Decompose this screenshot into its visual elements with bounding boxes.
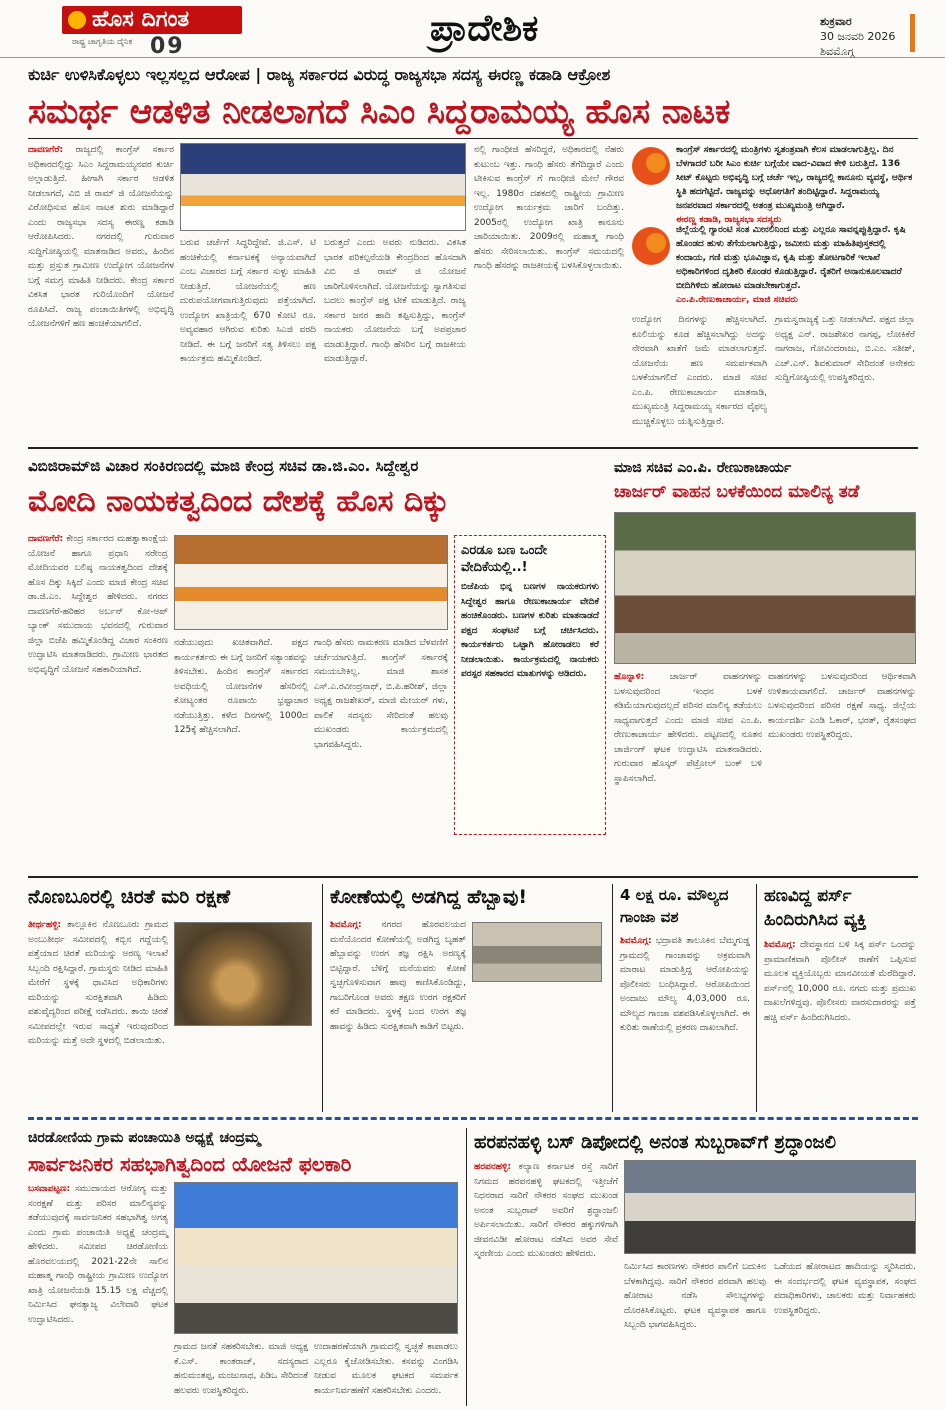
story9-dateline: ಹರಪನಹಳ್ಳಿ: — [474, 1162, 512, 1172]
story9-column-3: ಒಡೆಯದ ಹೋರಾಟದ ಹಾದಿಯನ್ನು ಸ್ಮರಿಸಿದರು. ಈ ಸಂದರ್ಭದಲ್ಲಿ ಘಟಕ ವ್ಯವಸ್ಥಾಪಕ, ಸಂಘದ ಪದಾಧಿಕಾರಿಗಳು, ಚಾಲಕರು ಮತ್ತು ನಿರ್ವಾಹಕರು ಉಪಸ್ಥಿತರಿದ್ದರು. — [774, 1262, 916, 1316]
section-divider — [28, 447, 918, 449]
story2-dateline: ದಾವಣಗೆರೆ: — [28, 534, 64, 544]
story8-photo-unit-inauguration — [174, 1182, 458, 1334]
story4-headline: ನೊಣಬೂರಲ್ಲಿ ಚಿರತೆ ಮರಿ ರಕ್ಷಣೆ — [28, 886, 231, 908]
lead-column-3: ಬರುತ್ತದೆ ಎಂದು ಅವರು ನುಡಿದರು. ವಿಕಸಿತ ಭಾರತ ಪರಿಕಲ್ಪನೆಯಡಿ ಕೇಂದ್ರದಿಂದ ಹೊಸದಾಗಿ ವಿಬಿ ಜಿ ರಾಮ್ ಜಿ ಯೋಜನೆ ಜಾರಿಗೊಳಿಸಲಾಗಿದೆ. ಯೋಜನೆಯನ್ನು ಸ್ವಾಗತಿಸುವ ಬದಲು ಕಾಂಗ್ರೆಸ್ ಪಕ್ಷ ಟೀಕೆ ಮಾಡುತ್ತಿದೆ. ರಾಜ್ಯ ಸರ್ಕಾರ ಜನರ ಹಾದಿ ತಪ್ಪಿಸುತ್ತಿದ್ದು, ಕಾಂಗ್ರೆಸ್ ನಾಯಕರು ಯೋಜನೆಯ ಬಗ್ಗೆ ಅಪಪ್ರಚಾರ ಮಾಡುತ್ತಿದ್ದಾರೆ. ಗಾಂಧಿ ಹೆಸರಿನ ಬಗ್ಗೆ ರಾಜಕೀಯ ಮಾಡುತ್ತಿದ್ದಾರೆ. — [324, 238, 466, 364]
quote-1-text: ಕಾಂಗ್ರೆಸ್ ಸರ್ಕಾರದಲ್ಲಿ ಮಂತ್ರಿಗಳು ಸ್ವತಂತ್ರವಾಗಿ ಕೆಲಸ ಮಾಡಲಾಗುತ್ತಿಲ್ಲ. ದಿನ ಬೆಳಗಾದರೆ ಬರೀ ಸಿಎಂ ಕುರ್ಚಿ ಬಗ್ಗೆಯೇ ವಾದ-ವಿವಾದ ಕೇಳಿ ಬರುತ್ತಿದೆ. 136 ಸೀಟ್ ಕೊಟ್ಟರು ಅಭಿವೃದ್ಧಿ ಬಗ್ಗೆ ಚರ್ಚೆ ಇಲ್ಲ, ರಾಜ್ಯದಲ್ಲಿ ಕಾನೂನು ವ್ಯವಸ್ಥೆ, ಆರ್ಥಿಕ ಸ್ಥಿತಿ ಹದಗೆಟ್ಟಿದೆ. ರಾಜ್ಯವನ್ನು ಅಧೋಗತಿಗೆ ತಂದಿಟ್ಟಿದ್ದಾರೆ. ಸಿದ್ದರಾಮಯ್ಯ ಜನಪರವಾದ ಸರ್ಕಾರದಲ್ಲಿ ಅತಂತ್ರ ಮುಖ್ಯಮಂತ್ರಿ ಆಗಿದ್ದಾರೆ. — [676, 145, 913, 211]
section-title: ಪ್ರಾದೇಶಿಕ — [430, 8, 539, 49]
story3-col1-text: ಚಾರ್ಜರ್ ವಾಹನಗಳನ್ನು ಬಳಸುವುದರಿಂದ ಇಂಧನ ಬಳಕೆ ಕಡಿಮೆಯಾಗುವುದಲ್ಲದೆ ಪರಿಸರ ಮಾಲಿನ್ಯ ತಡೆಯಲು ಸಾಧ್ಯವಾಗುತ್ತದೆ ಎಂದು ಮಾಜಿ ಸಚಿವ ಎಂ.ಪಿ. ರೇಣುಕಾಚಾರ್ಯ ಹೇಳಿದರು. ಪಟ್ಟಣದಲ್ಲಿ ನೂತನ ಚಾರ್ಜಿಂಗ್ ಘಟಕ ಉದ್ಘಾಟಿಸಿ ಮಾತನಾಡಿದರು. ಗುರುವಾರ ಹೊಸ್ಕರ್ ಪೆಟ್ರೋಲ್ ಬಂಕ್ ಬಳಿ ಸ್ಥಾಪಿಸಲಾಗಿದೆ. — [614, 672, 762, 784]
story8-dateline: ಬಸವಾಪಟ್ಟಣ: — [28, 1184, 71, 1194]
date-block — [820, 14, 910, 59]
lead-rule — [28, 138, 918, 139]
quote-eranna — [676, 143, 914, 225]
column-rule — [756, 884, 757, 1112]
story4-column — [28, 918, 168, 1110]
logo-tagline: ರಾಷ್ಟ್ರ ಜಾಗೃತಿಯ ದೈನಿಕ — [72, 37, 133, 46]
masthead — [0, 0, 945, 58]
page-number: 09 — [150, 34, 185, 59]
story2-headline: ಮೋದಿ ನಾಯಕತ್ವದಿಂದ ದೇಶಕ್ಕೆ ಹೊಸ ದಿಕ್ಕು — [28, 484, 450, 519]
story3-kicker: ಮಾಜಿ ಸಚಿವ ಎಂ.ಪಿ. ರೇಣುಕಾಚಾರ್ಯ — [614, 460, 792, 476]
lead-column-5: ಉದ್ಯೋಗ ದಿನಗಳನ್ನು ಹೆಚ್ಚಿಸಲಾಗಿದೆ. ಕೂಲಿಯನ್ನು ಕೂಡ ಹೆಚ್ಚಿಸಲಾಗಿದ್ದು ಅದನ್ನು ನೇರವಾಗಿ ಖಾತೆಗೆ ಜಮೆ ಮಾಡಲಾಗುತ್ತದೆ. ಯೋಜನೆಯ ಹಣ ಸಮರ್ಪಕವಾಗಿ ಬಳಕೆಯಾಗಲಿದೆ ಎಂದರು. ಮಾಜಿ ಸಚಿವ ಎಂ.ಪಿ. ರೇಣುಕಾಚಾರ್ಯ ಮಾತನಾಡಿ, ಮುಖ್ಯಮಂತ್ರಿ ಸಿದ್ದರಾಮಯ್ಯ ಸರ್ಕಾರದ ವೈಫಲ್ಯ ಮುಚ್ಚಿಕೊಳ್ಳಲು ಯತ್ನಿಸುತ್ತಿದ್ದಾರೆ. — [632, 315, 767, 427]
story4-text: ತಾಲ್ಲೂಕಿನ ನೊಣಬೂರು ಗ್ರಾಮದ ಅಂಬುತೀರ್ಥ ಸಮೀಪದಲ್ಲಿ ಕಬ್ಬಿನ ಗದ್ದೆಯಲ್ಲಿ ಪತ್ತೆಯಾದ ಚಿರತೆ ಮರಿಯನ್ನು ಅರಣ್ಯ ಇಲಾಖೆ ಸಿಬ್ಬಂದಿ ರಕ್ಷಿಸಿದ್ದಾರೆ. ಗ್ರಾಮಸ್ಥರು ನೀಡಿದ ಮಾಹಿತಿ ಮೇರೆಗೆ ಸ್ಥಳಕ್ಕೆ ಧಾವಿಸಿದ ಅಧಿಕಾರಿಗಳು ಮರಿಯನ್ನು ಸುರಕ್ಷಿತವಾಗಿ ಹಿಡಿದು ಪಶುವೈದ್ಯರಿಂದ ಪರೀಕ್ಷೆ ನಡೆಸಿದರು. ತಾಯಿ ಚಿರತೆ ಸಮೀಪದಲ್ಲೇ ಇರುವ ಸಾಧ್ಯತೆ ಇರುವುದರಿಂದ ಮರಿಯನ್ನು ಮತ್ತೆ ಅದೇ ಸ್ಥಳದಲ್ಲಿ ಬಿಡಲಾಯಿತು. — [28, 920, 168, 1046]
story5-headline: ಕೋಣೆಯಲ್ಲಿ ಅಡಗಿದ್ದ ಹೆಬ್ಬಾವು! — [330, 886, 528, 908]
story2-sidebar — [454, 535, 606, 835]
story8-headline: ಸಾರ್ವಜನಿಕರ ಸಹಭಾಗಿತ್ವದಿಂದ ಯೋಜನೆ ಫಲಕಾರಿ — [28, 1152, 352, 1176]
lead-column-4: ನಲ್ಲಿ ಗಾಂಧೀಜಿ ಹೆಸರಿದ್ದರೆ, ಅಧಿಕಾರದಲ್ಲಿ ನೆಹರು ಕುಟುಂಬ ಇತ್ತು. ಗಾಂಧಿ ಹೆಸರು ತೆಗೆದಿದ್ದಾರೆ ಎಂದು ಟೀಕಿಸುವ ಕಾಂಗ್ರೆಸ್ ಗೆ ಗಾಂಧೀಜಿ ಮೇಲೆ ಗೌರವ ಇಲ್ಲ. 1980ರ ದಶಕದಲ್ಲಿ ರಾಷ್ಟ್ರೀಯ ಗ್ರಾಮೀಣ ಉದ್ಯೋಗ ಕಾರ್ಯಕ್ರಮ ಜಾರಿಗೆ ಬಂದಿತ್ತು. 2005ರಲ್ಲಿ ಉದ್ಯೋಗ ಖಾತ್ರಿ ಕಾನೂನು ಜಾರಿಯಾಯಿತು. 2009ರಲ್ಲಿ ಮಹಾತ್ಮ ಗಾಂಧಿ ಹೆಸರು ಸೇರಿಸಲಾಯಿತು. ಕಾಂಗ್ರೆಸ್ ಸಮಯದಲ್ಲಿ ಗಾಂಧಿ ಹೆಸರನ್ನು ರಾಜಕೀಯಕ್ಕೆ ಬಳಸಿಕೊಳ್ಳಲಾಯಿತು. — [474, 145, 624, 271]
newspaper-logo: ಹೊಸ ದಿಗಂತ — [62, 6, 242, 34]
story3-headline: ಚಾರ್ಜರ್ ವಾಹನ ಬಳಕೆಯಿಂದ ಮಾಲಿನ್ಯ ತಡೆ — [614, 482, 860, 502]
story5-photo-python — [472, 922, 602, 982]
story7-text: ದೇವಸ್ಥಾನದ ಬಳಿ ಸಿಕ್ಕ ಪರ್ಸ್ ಒಂದನ್ನು ಪ್ರಾಮಾಣಿಕವಾಗಿ ಪೊಲೀಸ್ ಠಾಣೆಗೆ ಒಪ್ಪಿಸುವ ಮೂಲಕ ವ್ಯಕ್ತಿಯೊಬ್ಬರು ಮಾನವೀಯತೆ ಮೆರೆದಿದ್ದಾರೆ. ಪರ್ಸ್‌ನಲ್ಲಿ 10,000 ರೂ. ನಗದು ಮತ್ತು ಪ್ರಮುಖ ದಾಖಲೆಗಳಿದ್ದವು. ಪೊಲೀಸರು ವಾರಸುದಾರರನ್ನು ಪತ್ತೆ ಹಚ್ಚಿ ಪರ್ಸ್ ಹಿಂದಿರುಗಿಸಿದರು. — [764, 940, 916, 1023]
story2-column-3: ಗಾಂಧಿ ಹೆಸರು ನಾಮಕರಣ ಮಾಡಿದ ಬೆಳವಣಿಗೆ ಚರ್ಚೆಯಾಗುತ್ತಿದೆ. ಕಾಂಗ್ರೆಸ್ ಸರ್ಕಾರಕ್ಕೆ ಸಮಯಬೇಕಿಲ್ಲ. ಮಾಜಿ ಶಾಸಕ ಎಸ್.ಎ.ರವೀಂದ್ರನಾಥ್, ಬಿ.ಪಿ.ಹರೀಶ್, ಜಿಲ್ಲಾ ಅಧ್ಯಕ್ಷ ರಾಜಶೇಖರ್, ಮಾಜಿ ಮೇಯರ್ ಗಳು, ಪಾಲಿಕೆ ಸದಸ್ಯರು ಸೇರಿದಂತೆ ಹಲವು ಮುಖಂಡರು ಕಾರ್ಯಕ್ರಮದಲ್ಲಿ ಭಾಗವಹಿಸಿದ್ದರು. — [314, 638, 448, 750]
accent-bar — [910, 14, 915, 52]
story2-photo-seminar — [174, 535, 448, 630]
lead-column-2: ಬರುವ ಚರ್ಚೆಗೆ ಸಿದ್ಧರಿದ್ದೇವೆ. ಜಿ.ಎಸ್. ಟಿ ಹಂಚಿಕೆಯಲ್ಲಿ ಕರ್ನಾಟಕಕ್ಕೆ ಅನ್ಯಾಯವಾಗಿದೆ ಎಂಬ ವಿಚಾರದ ಬಗ್ಗೆ ಸರ್ಕಾರ ಸುಳ್ಳು ಮಾಹಿತಿ ನೀಡುತ್ತಿದೆ. ಯೋಜನೆಯಲ್ಲಿ ಹಣ ದುರುಪಯೋಗವಾಗುತ್ತಿರುವುದು ಪತ್ತೆಯಾಗಿದೆ. ಉದ್ಯೋಗ ಖಾತ್ರಿಯಲ್ಲಿ 670 ಕೋಟಿ ರೂ. ಅವ್ಯವಹಾರ ಆಗಿರುವ ಕುರಿತು ಸಿಎಜಿ ವರದಿ ನೀಡಿದೆ. ಈ ಬಗ್ಗೆ ಜನರಿಗೆ ಸತ್ಯ ತಿಳಿಸಲು ಪಕ್ಷ ಕಾರ್ಯಕ್ರಮ ಹಮ್ಮಿಕೊಂಡಿದೆ. — [180, 238, 316, 364]
story2-column-1 — [28, 532, 168, 862]
quote-2-text: ಜಿಲ್ಲೆಯಲ್ಲಿ ಗ್ಯಾರಂಟಿ ಸಂತ ಮೀನಲಿನಿಂದ ಮತ್ತು ಎಲ್ಲರೂ ಸಾವನ್ನಪ್ಪುತ್ತಿದ್ದಾರೆ. ಕೃಷಿ ಹೊಂಡದ ಹುಳು ತೆಗೆಯಲಾಗುತ್ತಿದ್ದು, ಜಮೀನು ಮತ್ತು ಮಾಹಿತಿಪುಸ್ತಕದಲ್ಲಿ ಕಂದಾಯ, ಗಣಿ ಮತ್ತು ಭೂವಿಜ್ಞಾನ, ಕೃಷಿ ಮತ್ತು ತೋಟಗಾರಿಕೆ ಇಲಾಖೆ ಅಧಿಕಾರಿಗಳಿಂದ ದೃಶಿಕರಿ ಕೊಂಡರ ಕೊಡುತ್ತಿದ್ದಾರೆ. ರೈತರಿಗೆ ಅನಾನುಕೂಲವಾದರೆ ಬೀದಿಗಿಳಿದು ಹೋರಾಟ ಮಾಡಬೇಕಾಗುತ್ತದೆ. — [676, 225, 906, 291]
story7-dateline: ಶಿವಮೊಗ್ಗ: — [764, 940, 796, 950]
quote-2-source: ಎಂ.ಪಿ.ರೇಣುಕಾಚಾರ್ಯ, ಮಾಜಿ ಸಚಿವರು — [676, 295, 798, 305]
story9-photo-tribute — [624, 1160, 916, 1254]
issue-day: ಶುಕ್ರವಾರ — [820, 15, 852, 28]
story9-column-1 — [474, 1160, 618, 1406]
story9-headline: ಹರಪನಹಳ್ಳಿ ಬಸ್ ಡಿಪೋದಲ್ಲಿ ಅನಂತ ಸುಬ್ಬರಾವ್‌ಗೆ ಶ್ರದ್ಧಾಂಜಲಿ — [474, 1132, 836, 1153]
quote-mark-icon — [632, 147, 670, 185]
quote-1-source: ಈರಣ್ಣ ಕಡಾಡಿ, ರಾಜ್ಯಸಭಾ ಸದಸ್ಯರು — [676, 215, 782, 225]
story5-text: ನಗರದ ಹೊರವಲಯದ ಮನೆಯೊಂದರ ಕೋಣೆಯಲ್ಲಿ ಅಡಗಿದ್ದ ಬೃಹತ್ ಹೆಬ್ಬಾವನ್ನು ಉರಗ ತಜ್ಞ ರಕ್ಷಿಸಿ ಅರಣ್ಯಕ್ಕೆ ಬಿಟ್ಟಿದ್ದಾರೆ. ಬೆಳಿಗ್ಗೆ ಮನೆಯವರು ಕೋಣೆ ಸ್ವಚ್ಛಗೊಳಿಸುವಾಗ ಹಾವು ಕಾಣಿಸಿಕೊಂಡಿದ್ದು, ಗಾಬರಿಗೊಂಡ ಅವರು ತಕ್ಷಣ ಉರಗ ರಕ್ಷಕರಿಗೆ ಕರೆ ಮಾಡಿದರು. ಸ್ಥಳಕ್ಕೆ ಬಂದ ಉರಗ ತಜ್ಞ ಹಾವನ್ನು ಹಿಡಿದು ಸುರಕ್ಷಿತವಾಗಿ ಕಾಡಿಗೆ ಬಿಟ್ಟರು. — [330, 920, 466, 1032]
column-rule — [612, 884, 613, 1112]
lead-dateline: ದಾವಣಗೆರೆ: — [28, 145, 64, 155]
story8-column-3: ಉದಾಹರಣೆಯಾಗಿ ಗ್ರಾಮದಲ್ಲಿ ಸ್ವಚ್ಛತೆ ಕಾಪಾಡಲು ಎಲ್ಲರೂ ಕೈಜೋಡಿಸಬೇಕು. ಕಸವನ್ನು ವಿಂಗಡಿಸಿ ನೀಡುವ ಮೂಲಕ ಘಟಕದ ಸಮರ್ಪಕ ಕಾರ್ಯನಿರ್ವಹಣೆಗೆ ಸಹಕರಿಸಬೇಕು ಎಂದರು. — [314, 1342, 458, 1396]
issue-date: 30 ಜನವರಿ 2026 — [820, 30, 896, 43]
issue-city: ಶಿವಮೊಗ್ಗ — [820, 45, 855, 58]
story6-dateline: ಶಿವಮೊಗ್ಗ: — [620, 936, 652, 946]
logo-emblem-icon — [68, 11, 86, 29]
story7-headline: ಹಣವಿದ್ದ ಪರ್ಸ್ ಹಿಂದಿರುಗಿಸಿದ ವ್ಯಕ್ತಿ — [764, 886, 867, 930]
story6-column — [620, 934, 750, 1110]
lead-kicker: ಕುರ್ಚಿ ಉಳಿಸಿಕೊಳ್ಳಲು ಇಲ್ಲಸಲ್ಲದ ಆರೋಪ | ರಾಜ್ಯ ಸರ್ಕಾರದ ವಿರುದ್ಧ ರಾಜ್ಯಸಭಾ ಸದಸ್ಯ ಈರಣ್ಣ ಕಡಾಡಿ ಆಕ್ರೋಶ — [28, 65, 611, 84]
lead-headline: ಸಮರ್ಥ ಆಡಳಿತ ನೀಡಲಾಗದೆ ಸಿಎಂ ಸಿದ್ದರಾಮಯ್ಯ ಹೊಸ ನಾಟಕ — [28, 92, 731, 132]
lead-column-6: ಗ್ರಾಮಸ್ವರಾಜ್ಯಕ್ಕೆ ಒತ್ತು ನೀಡಲಾಗಿದೆ. ಪಕ್ಷದ ಜಿಲ್ಲಾ ಅಧ್ಯಕ್ಷ ಎನ್. ರಾಜಶೇಖರ ನಾಗಪ್ಪ, ಲೋಕಿಕೆರೆ ನಾಗರಾಜ, ಗೋವಿಂದರಾಜು, ಬಿ.ಎಂ. ಸತೀಶ್, ಎಚ್.ಎನ್. ಶಿವಕುಮಾರ್ ಸೇರಿದಂತೆ ಅನೇಕರು ಸುದ್ದಿಗೋಷ್ಠಿಯಲ್ಲಿ ಉಪಸ್ಥಿತರಿದ್ದರು. — [775, 315, 915, 383]
story7-column — [764, 938, 916, 1110]
section-divider — [28, 876, 918, 878]
story5-column — [330, 918, 466, 1110]
story6-text: ಭದ್ರಾವತಿ ತಾಲೂಕಿನ ಬೆಮ್ಮಗುಡ್ಡ ಗ್ರಾಮದಲ್ಲಿ ಗಾಂಜಾವನ್ನು ಅಕ್ರಮವಾಗಿ ಮಾರಾಟ ಮಾಡುತ್ತಿದ್ದ ಆರೋಪಿಯನ್ನು ಪೊಲೀಸರು ಬಂಧಿಸಿದ್ದಾರೆ. ಆರೋಪಿಯಿಂದ ಅಂದಾಜು ಮೌಲ್ಯ 4,03,000 ರೂ. ಮೌಲ್ಯದ ಗಾಂಜಾ ವಶಪಡಿಸಿಕೊಳ್ಳಲಾಗಿದೆ. ಈ ಕುರಿತು ಠಾಣೆಯಲ್ಲಿ ಪ್ರಕರಣ ದಾಖಲಾಗಿದೆ. — [620, 936, 750, 1033]
quote-renukacharya — [676, 223, 914, 308]
story6-headline: 4 ಲಕ್ಷ ರೂ. ಮೌಲ್ಯದ ಗಾಂಜಾ ವಶ — [620, 886, 729, 926]
lead-column-1 — [28, 143, 174, 438]
column-rule — [466, 1128, 467, 1406]
story3-dateline: ಹೊನ್ನಾಳಿ: — [614, 672, 645, 682]
story3-column-2: ವಾಹನಗಳನ್ನು ಬಳಸುವುದರಿಂದ ಆರ್ಥಿಕವಾಗಿ ಉಳಿತಾಯವಾಗಲಿದೆ. ಚಾರ್ಜರ್ ವಾಹನಗಳನ್ನು ಬಳಸುವುದರಿಂದ ಪರಿಸರ ರಕ್ಷಣೆ ಸಾಧ್ಯ. ಜಿಲ್ಲೆಯ ಕಾರ್ಯದರ್ಶಿ ಎಂಡಿ ಓಕಾರ್, ಭರತ್, ರೈತಸಂಘದ ಮುಖಂಡರು ಉಪಸ್ಥಿತರಿದ್ದರು. — [768, 672, 916, 740]
story2-col1-text: ಕೇಂದ್ರ ಸರ್ಕಾರದ ಮಹತ್ವಾಕಾಂಕ್ಷೆಯ ಯೋಜನೆ ಹಾಗೂ ಪ್ರಧಾನಿ ನರೇಂದ್ರ ಮೋದಿಯವರ ಬಲಿಷ್ಠ ನಾಯಕತ್ವದಿಂದ ದೇಶಕ್ಕೆ ಹೊಸ ದಿಕ್ಕು ಸಿಕ್ಕಿದೆ ಎಂದು ಮಾಜಿ ಕೇಂದ್ರ ಸಚಿವ ಡಾ.ಜಿ.ಎಂ. ಸಿದ್ದೇಶ್ವರ ಹೇಳಿದರು. ನಗರದ ದಾವಣಗೆರೆ-ಹರಿಹರ ಅರ್ಬನ್ ಕೋ-ಆಪ್ ಬ್ಯಾಂಕ್ ಸಮುದಾಯ ಭವನದಲ್ಲಿ ಗುರುವಾರ ಜಿಲ್ಲಾ ಬಿಜೆಪಿ ಹಮ್ಮಿಕೊಂಡಿದ್ದ ವಿಚಾರ ಸಂಕಿರಣ ಉದ್ಘಾಟಿಸಿ ಮಾತನಾಡಿದರು. ಗ್ರಾಮೀಣ ಭಾರತದ ಅಭಿವೃದ್ಧಿಗೆ ಯೋಜನೆ ಸಹಕಾರಿಯಾಗಿದೆ. — [28, 534, 168, 675]
story3-photo-inauguration — [614, 512, 916, 664]
lead-photo-press-meet — [180, 143, 466, 231]
sidebar-title: ಎರಡೂ ಬಣ ಒಂದೇ ವೇದಿಕೆಯಲ್ಲಿ..! — [461, 543, 548, 575]
story4-photo-leopard-cub — [174, 922, 312, 1026]
story2-kicker: ವಿಬಿಜಿರಾಮ್‌ಜಿ ವಿಚಾರ ಸಂಕಿರಣದಲ್ಲಿ ಮಾಜಿ ಕೇಂದ್ರ ಸಚಿವ ಡಾ.ಜಿ.ಎಂ. ಸಿದ್ದೇಶ್ವರ — [28, 457, 419, 475]
story8-col1-text: ಸಮುದಾಯದ ಆರೋಗ್ಯ ಮತ್ತು ಸಂರಕ್ಷಣೆ ಮತ್ತು ಪರಿಸರ ಮಾಲಿನ್ಯವನ್ನು ತಡೆಯುವುದಕ್ಕೆ ಸಾರ್ವಜನಿಕರ ಸಹಭಾಗಿತ್ವ ಅಗತ್ಯ ಎಂದು ಗ್ರಾಮ ಪಂಚಾಯಿತಿ ಅಧ್ಯಕ್ಷೆ ಚಂದ್ರಮ್ಮ ಹೇಳಿದರು. ಸಮೀಪದ ಚಿರಡೋಣಿಯ ಹೊರವಲಯದಲ್ಲಿ 2021-22ನೇ ಸಾಲಿನ ಮಹಾತ್ಮ ಗಾಂಧಿ ರಾಷ್ಟ್ರೀಯ ಗ್ರಾಮೀಣ ಉದ್ಯೋಗ ಖಾತ್ರಿ ಯೋಜನೆಯಡಿ 15.15 ಲಕ್ಷ ವೆಚ್ಚದಲ್ಲಿ ನಿರ್ಮಿಸಿದ ಘನತ್ಯಾಜ್ಯ ವಿಲೇವಾರಿ ಘಟಕ ಉದ್ಘಾಟಿಸಿದರು. — [28, 1184, 168, 1325]
story9-column-2: ನಿರ್ಮಿಸಿದ ಕಾರಣಗಳು ನೌಕರರ ಪಾಲಿಗೆ ಬದುಕಿನ ಬೆಳಕಾಗಿದ್ದವು. ಸಾರಿಗೆ ನೌಕರರ ಪರವಾಗಿ ಹಲವು ಹೋರಾಟ ನಡೆಸಿ ಸೌಲಭ್ಯಗಳನ್ನು ದೊರಕಿಸಿಕೊಟ್ಟರು. ಘಟಕ ವ್ಯವಸ್ಥಾಪಕ ಹಾಗೂ ಸಿಬ್ಬಂದಿ ಭಾಗವಹಿಸಿದ್ದರು. — [624, 1262, 766, 1330]
sidebar-text: ಬಿಜೆಪಿಯ ಭಿನ್ನ ಬಣಗಳ ನಾಯಕರುಗಳು ಸಿದ್ದೇಶ್ವರ ಹಾಗೂ ರೇಣುಕಾಚಾರ್ಯ ವೇದಿಕೆ ಹಂಚಿಕೊಂಡರು. ಬಣಗಳ ಕುರಿತು ಮಾತನಾಡದೆ ಪಕ್ಷದ ಸಂಘಟನೆ ಬಗ್ಗೆ ಚರ್ಚಿಸಿದರು. ಕಾರ್ಯಕರ್ತರು ಒಟ್ಟಾಗಿ ಹೋರಾಡಲು ಕರೆ ನೀಡಲಾಯಿತು. ಕಾರ್ಯಕ್ರಮದಲ್ಲಿ ನಾಯಕರು ಪರಸ್ಪರ ಸಹಕಾರದ ಮಾತುಗಳನ್ನು ಆಡಿದರು. — [461, 582, 599, 679]
quote-mark-icon — [632, 227, 670, 265]
story5-dateline: ಶಿವಮೊಗ್ಗ: — [330, 920, 362, 930]
story8-column-1 — [28, 1182, 168, 1406]
story2-column-2: ನಡೆಯುವುದು ಖಚಿತವಾಗಿದೆ. ಪಕ್ಷದ ಕಾರ್ಯಕರ್ತರು ಈ ಬಗ್ಗೆ ಜನರಿಗೆ ಸತ್ಯಾಂಶವನ್ನು ತಿಳಿಸಬೇಕು. ಹಿಂದಿನ ಕಾಂಗ್ರೆಸ್ ಸರ್ಕಾರದ ಅವಧಿಯಲ್ಲಿ ಯೋಜನೆಗಳ ಹೆಸರಿನಲ್ಲಿ ಕೋಟ್ಯಂತರ ರೂಪಾಯಿ ಭ್ರಷ್ಟಾಚಾರ ನಡೆಯುತ್ತಿತ್ತು. ಕಳೆದ ದಿನಗಳಲ್ಲಿ 1000ದ 125ಕ್ಕೆ ಹೆಚ್ಚಿಸಲಾಗಿದೆ. — [174, 638, 308, 735]
story3-column-1 — [614, 670, 762, 870]
column-rule — [322, 884, 323, 1112]
story8-kicker: ಚಿರಡೋಣಿಯ ಗ್ರಾಮ ಪಂಚಾಯಿತಿ ಅಧ್ಯಕ್ಷೆ ಚಂದ್ರಮ್ಮ — [28, 1130, 261, 1146]
story9-col1-text: ಕಲ್ಯಾಣ ಕರ್ನಾಟಕ ರಸ್ತೆ ಸಾರಿಗೆ ನಿಗಮದ ಹರಪನಹಳ್ಳಿ ಘಟಕದಲ್ಲಿ ಇತ್ತೀಚೆಗೆ ನಿಧನರಾದ ಸಾರಿಗೆ ನೌಕರರ ಸಂಘದ ಮುಖಂಡ ಅನಂತ ಸುಬ್ಬರಾವ್ ಅವರಿಗೆ ಶ್ರದ್ಧಾಂಜಲಿ ಅರ್ಪಿಸಲಾಯಿತು. ಸಾರಿಗೆ ನೌಕರರ ಹಕ್ಕುಗಳಿಗಾಗಿ ಜೀವನವಿಡೀ ಹೋರಾಟ ನಡೆಸಿದ ಅವರ ಸೇವೆ ಸ್ಮರಣೀಯ ಎಂದು ಮುಖಂಡರು ಹೇಳಿದರು. — [474, 1162, 618, 1259]
dashed-divider — [28, 1117, 918, 1120]
lead-col1-text: ರಾಜ್ಯದಲ್ಲಿ ಕಾಂಗ್ರೆಸ್ ಸರ್ಕಾರ ಅಧಿಕಾರದಲ್ಲಿದ್ದು ಸಿಎಂ ಸಿದ್ದರಾಮಯ್ಯನವರ ಕುರ್ಚಿ ಅಲ್ಲಾಡುತ್ತಿದೆ. ಹೀಗಾಗಿ ಸರ್ಕಾರ ಆಡಳಿತ ನೀಡಲಾಗದೆ, ವಿಬಿ ಜಿ ರಾಮ್ ಜಿ ಯೋಜನೆಯನ್ನು ವಿರೋಧಿಸುವ ಹೊಸ ನಾಟಕ ಶುರು ಮಾಡಿದ್ದಾರೆ ಎಂದು ರಾಜ್ಯಸಭಾ ಸದಸ್ಯ ಈರಣ್ಣ ಕಡಾಡಿ ಆರೋಪಿಸಿದರು. ನಗರದಲ್ಲಿ ಗುರುವಾರ ಸುದ್ದಿಗೋಷ್ಠಿಯಲ್ಲಿ ಮಾತನಾಡಿದ ಅವರು, ಹಿಂದಿನ ಮತ್ತು ಪ್ರಸ್ತುತ ಗ್ರಾಮೀಣ ಉದ್ಯೋಗ ಯೋಜನೆಗಳ ಬಗ್ಗೆ ಸಮಗ್ರ ಮಾಹಿತಿ ನೀಡಿದರು. ಕೇಂದ್ರ ಸರ್ಕಾರ ವಿಕಸಿತ ಭಾರತ ಗುರಿಯೊಂದಿಗೆ ಯೋಜನೆ ರೂಪಿಸಿದೆ. ರಾಜ್ಯ ಪಂಚಾಯಿತಿಗಳಲ್ಲಿ ಅಭಿವೃದ್ಧಿ ಯೋಜನೆಗಳಿಗೆ ಹಣ ಹಂಚಿಕೆಯಾಗಲಿದೆ. — [28, 145, 174, 329]
story4-dateline: ತೀರ್ಥಹಳ್ಳಿ: — [28, 920, 62, 930]
story8-column-2: ಗ್ರಾಮದ ಜನತೆ ಸಹಕರಿಸಬೇಕು. ಮಾಜಿ ಅಧ್ಯಕ್ಷ ಕೆ.ಎಸ್. ಕಾಂತರಾಜ್, ಸದಸ್ಯರಾದ ಹನುಮಂತಪ್ಪ, ಮಂಜುನಾಥ, ಪಿಡಿಒ ಸೇರಿದಂತೆ ಹಲವರು ಉಪಸ್ಥಿತರಿದ್ದರು. — [174, 1342, 308, 1396]
